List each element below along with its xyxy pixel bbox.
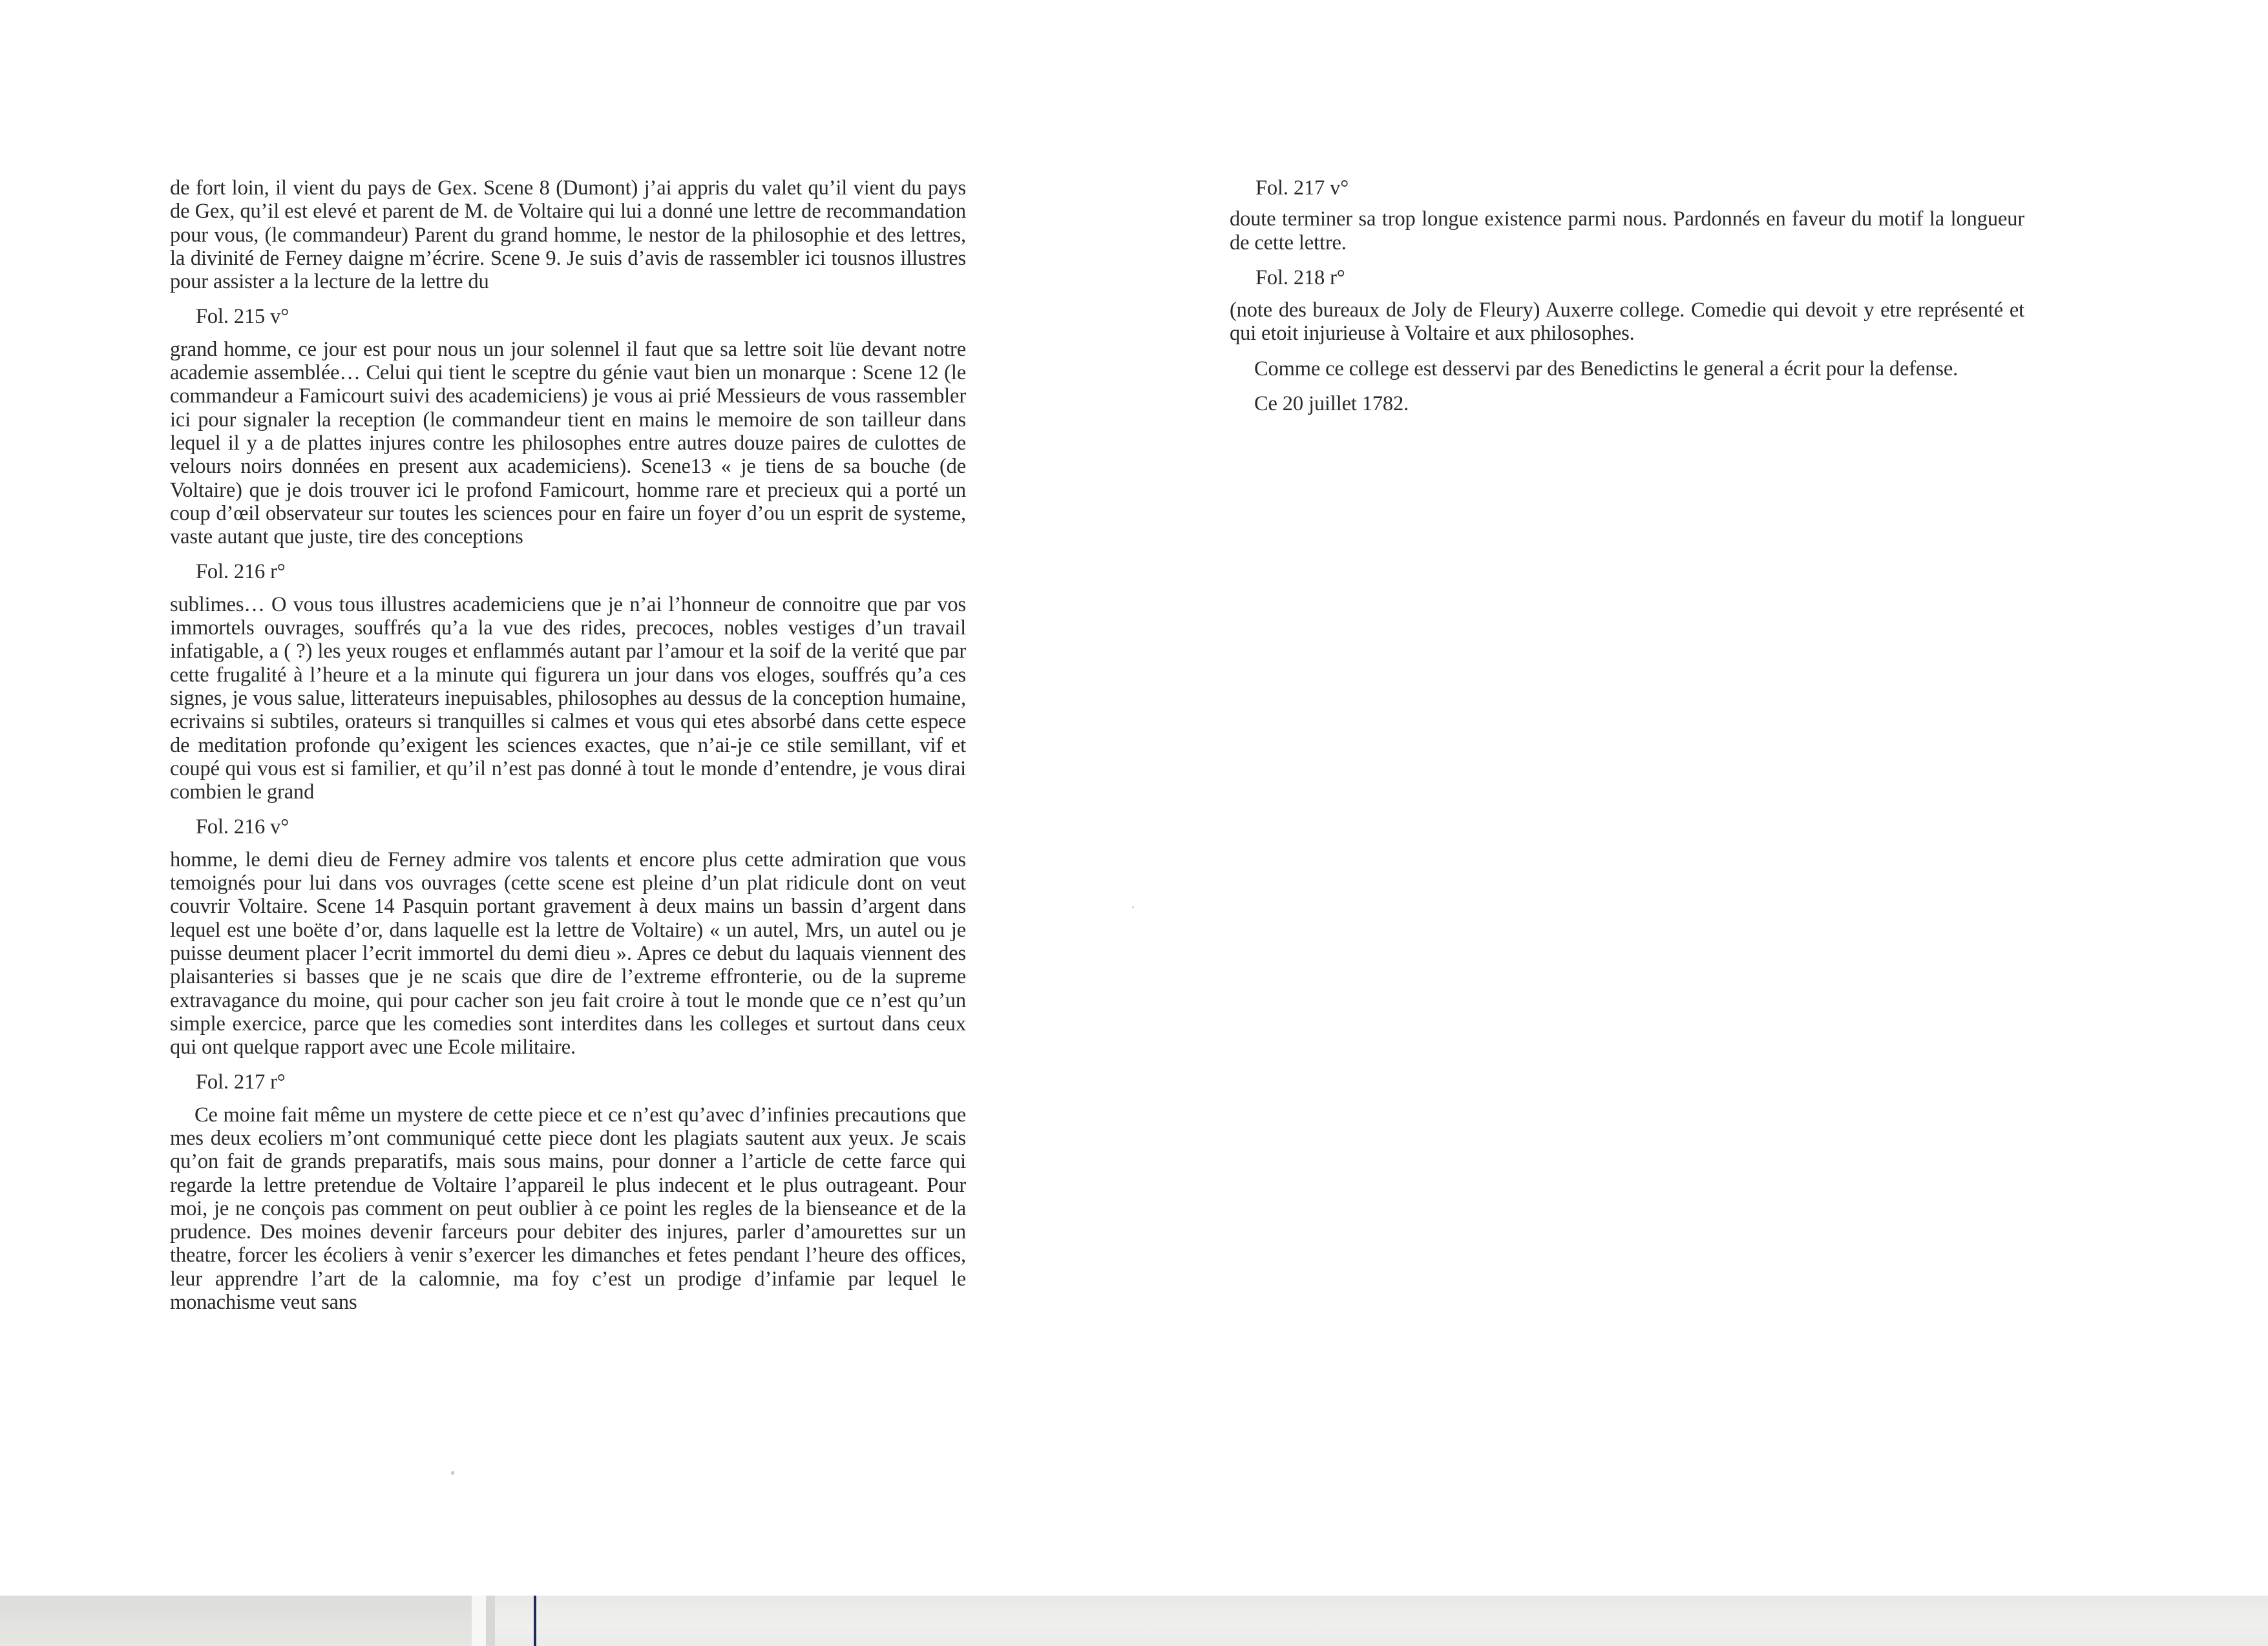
scanner-blue-line [534, 1596, 536, 1646]
left-text-column [170, 176, 966, 1326]
paragraph: Ce moine fait même un mystere de cette piece et ce n’est qu’avec d’infinies precautions que mes deux ecoliers m’ont communiqué cette piece dont les plagiats sautent aux yeux. Je scais qu’on fait de grands preparatifs, mais sous mains, pour donner a l’article de cette farce qui regarde la lettre pretendue de Voltaire l’appareil le plus indecent et le plus outrageant. Pour moi, je ne conçois pas comment on peut oublier à ce point les regles de la bienseance et de la prudence. Des moines devenir farceurs pour debiter des injures, parler d’amourettes sur un theatre, forcer les écoliers à venir s’exercer les dimanches et fetes pendant l’heure des offices, leur apprendre l’art de la calomnie, ma foy c’est un prodige d’infamie par lequel le monachisme veut sans [170, 1103, 966, 1315]
paragraph: de fort loin, il vient du pays de Gex. Scene 8 (Dumont) j’ai appris du valet qu’il vient du pays de Gex, qu’il est elevé et parent de M. de Voltaire qui lui a donné une lettre de recommandation pour vous, (le commandeur) Parent du grand homme, le nestor de la philosophie et des lettres, la divinité de Ferney daigne m’écrire. Scene 9. Je suis d’avis de rassembler ici tousnos illustres pour assister a la lecture de la lettre du [170, 176, 966, 294]
date-line: Ce 20 juillet 1782. [1254, 392, 1409, 416]
scanner-bed-gap [472, 1596, 486, 1646]
folio-marker: Fol. 216 r° [196, 560, 286, 584]
paragraph: sublimes… O vous tous illustres academiciens que je n’ai l’honneur de connoitre que par vos immortels ouvrages, souffrés qu’a la vue des rides, precoces, nobles vestiges d’un travail infatigable, a ( ?) les yeux rouges et enflammés autant par l’amour et la soif de la verité que par cette frugalité à l’heure et a la minute qui figurera un jour dans vos eloges, souffrés qu’a ces signes, je vous salue, litterateurs inepuisables, philosophes au dessus de la conception humaine, ecrivains si subtiles, orateurs si tranquilles si calmes et vous qui etes absorbé dans cette espece de meditation profonde qu’exigent les sciences exactes, que n’ai-je ce stile semillant, vif et coupé qui vous est si familier, et qu’il n’est pas donné à tout le monde d’entendre, je vous dirai combien le grand [170, 592, 966, 804]
folio-marker: Fol. 215 v° [196, 305, 289, 329]
scan-speck [1132, 906, 1134, 908]
paragraph: (note des bureaux de Joly de Fleury) Auxerre college. Comedie qui devoit y etre représenté et qui etoit injurieuse à Voltaire et aux philosophes. [1230, 298, 2024, 346]
folio-marker: Fol. 217 r° [196, 1070, 286, 1094]
folio-marker: Fol. 217 v° [1255, 176, 1349, 200]
paragraph: homme, le demi dieu de Ferney admire vos talents et encore plus cette admiration que vous temoignés pour lui dans vos ouvrages (cette scene est pleine d’un plat ridicule dont on veut couvrir Voltaire. Scene 14 Pasquin portant gravement à deux mains un bassin d’argent dans lequel est une boëte d’or, dans laquelle est la lettre de Voltaire) « un autel, Mrs, un autel ou je puisse deument placer l’ecrit immortel du demi dieu ». Apres ce debut du laquais viennent des plaisanteries si basses que je ne scais que dire de l’extreme effronterie, ou de la supreme extravagance du moine, qui pour cacher son jeu fait croire à tout le monde que ce n’est qu’un simple exercice, parce que les comedies sont interdites dans les colleges et surtout dans ceux qui ont quelque rapport avec une Ecole militaire. [170, 848, 966, 1059]
paragraph: doute terminer sa trop longue existence parmi nous. Pardonnés en faveur du motif la longueur de cette lettre. [1230, 207, 2024, 255]
right-text-column [1230, 176, 2024, 427]
folio-marker: Fol. 216 v° [196, 815, 289, 839]
folio-marker: Fol. 218 r° [1255, 266, 1345, 289]
scanner-bed-left [0, 1596, 472, 1646]
paragraph: grand homme, ce jour est pour nous un jour solennel il faut que sa lettre soit lüe devant notre academie assemblée… Celui qui tient le sceptre du génie vaut bien un monarque : Scene 12 (le commandeur a Famicourt suivi des academiciens) je vous ai prié Messieurs de vous rassembler ici pour signaler la reception (le commandeur tient en mains le memoire de son tailleur dans lequel il y a de plattes injures contre les philosophes entre autres douze paires de culottes de velours noirs données en present aux academiciens). Scene13 « je tiens de sa bouche (de Voltaire) que je dois trouver ici le profond Famicourt, homme rare et precieux qui a porté un coup d’œil observateur sur toutes les sciences pour en faire un foyer d’ou un esprit de systeme, vaste autant que juste, tire des conceptions [170, 337, 966, 549]
scanner-bed-edge [486, 1596, 495, 1646]
paragraph: Comme ce college est desservi par des Benedictins le general a écrit pour la defense. [1254, 357, 1958, 380]
scan-speck [451, 1471, 454, 1475]
